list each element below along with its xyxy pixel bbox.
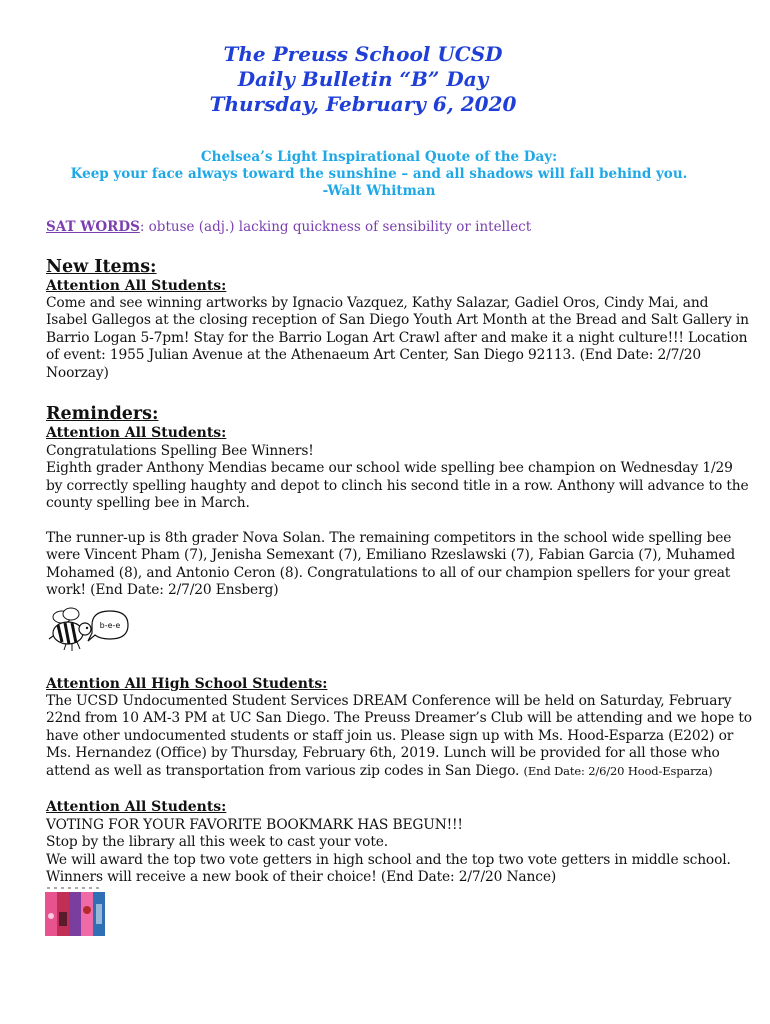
new-items-subheading: Attention All Students: (46, 278, 227, 294)
text-line: Noorzay) (46, 364, 109, 381)
text-line: Come and see winning artworks by Ignacio Vazquez, Kathy Salazar, Gadiel Oros, Cindy Mai, and (46, 295, 709, 311)
text-line: Winners will receive a new book of their choice! (End Date: 2/7/20 Nance) (46, 869, 557, 886)
text-line: Barrio Logan 5-7pm! Stay for the Barrio Logan Art Crawl after and make it a night culture!!! Location (46, 329, 748, 346)
high-school-subheading: Attention All High School Students: (46, 676, 328, 692)
text-line: have other undocumented students or staff join us. Please sign up with Ms. Hood-Esparza (E202) or (46, 727, 734, 744)
quote-text: Keep your face always toward the sunshine – and all shadows will fall behind you. (70, 166, 688, 182)
runner-up-paragraph (46, 530, 735, 600)
sat-words (46, 219, 531, 235)
text-line: Isabel Gallegos at the closing reception of San Diego Youth Art Month at the Bread and Salt Gallery in (46, 312, 749, 329)
bookmarks-image (45, 886, 107, 936)
text-line: Stop by the library all this week to cast your vote. (46, 834, 388, 851)
text-line: 22nd from 10 AM-3 PM at UC San Diego. The Preuss Dreamer’s Club will be attending and we hope to (46, 710, 752, 727)
end-date-note: (End Date: 2/6/20 Hood-Esparza) (523, 763, 713, 778)
text-line: were Vincent Pham (7), Jenisha Semexant (7), Emiliano Rzeslawski (7), Fabian Garcia (7), Muhamed (46, 547, 736, 564)
dream-conference-paragraph (46, 693, 752, 780)
text-line: of event: 1955 Julian Avenue at the Athenaeum Art Center, San Diego 92113. (End Date: 2/7/20 (46, 347, 702, 364)
bulletin-date: Thursday, February 6, 2020 (209, 92, 517, 116)
text-line: work! (End Date: 2/7/20 Ensberg) (46, 582, 279, 599)
quote-block (0, 149, 764, 200)
bee-bubble-text: b-e-e (99, 621, 121, 630)
quote-author: -Walt Whitman (322, 183, 436, 199)
new-items-paragraph (46, 295, 749, 382)
reminders-heading: Reminders: (46, 404, 159, 424)
sat-label: SAT WORDS (46, 219, 140, 235)
text-line: Congratulations Spelling Bee Winners! (46, 443, 314, 459)
bulletin-title: Daily Bulletin “B” Day (237, 67, 489, 91)
text-line: The runner-up is 8th grader Nova Solan. The remaining competitors in the school wide spelling bee (46, 530, 732, 546)
text-line: The UCSD Undocumented Student Services DREAM Conference will be held on Saturday, February (46, 693, 732, 709)
sat-colon: : (139, 219, 145, 235)
sat-definition: obtuse (adj.) lacking quickness of sensibility or intellect (144, 219, 532, 235)
text-line: VOTING FOR YOUR FAVORITE BOOKMARK HAS BEGUN!!! (46, 817, 463, 833)
text-line: Ms. Hernandez (Office) by Thursday, February 6th, 2019. Lunch will be provided for all those who (46, 745, 720, 762)
reminders-subheading: Attention All Students: (46, 425, 227, 441)
text-line: by correctly spelling haughty and depot to clinch his second title in a row. Anthony will advance to the (46, 477, 749, 494)
text-line: Eighth grader Anthony Mendias became our school wide spelling bee champion on Wednesday 1/29 (46, 460, 733, 477)
text-line: Mohamed (8), and Antonio Ceron (8). Congratulations to all of our champion spellers for your great (46, 564, 731, 581)
text-line: We will award the top two vote getters in high school and the top two vote getters in middle school. (46, 851, 731, 868)
text-line (46, 763, 752, 780)
bookmark-paragraph (46, 817, 731, 887)
bookmark-subheading: Attention All Students: (46, 799, 227, 815)
bulletin-header (0, 42, 748, 117)
text-line-main: attend as well as transportation from various zip codes in San Diego. (46, 762, 524, 779)
bee-illustration (48, 603, 132, 653)
school-name: The Preuss School UCSD (223, 42, 503, 66)
spelling-bee-paragraph (46, 443, 749, 513)
new-items-heading: New Items: (46, 257, 157, 277)
text-line: county spelling bee in March. (46, 495, 250, 512)
quote-title: Chelsea’s Light Inspirational Quote of the Day: (200, 149, 558, 165)
